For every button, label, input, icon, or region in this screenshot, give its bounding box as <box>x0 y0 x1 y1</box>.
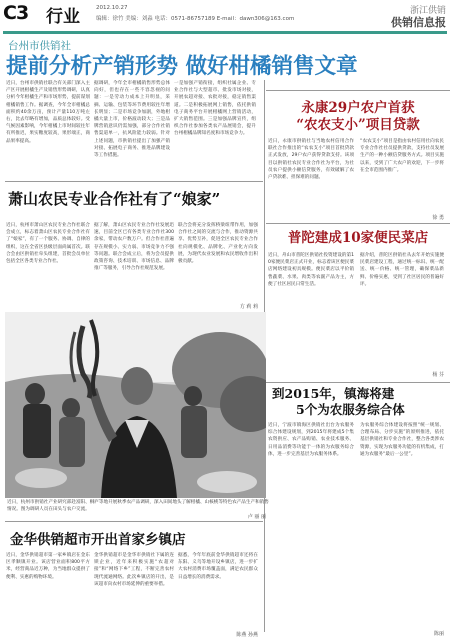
market-column-2: 金华供销超市是金华市供销社下属的连锁企业，近年来积极实施“农超对接”和“网络下乡”工程，不断完善农村现代流通网络。此次乡镇店的开出，是该超市向农村市场延伸的重要举措。 <box>94 553 174 587</box>
market-byline: 陈燕 孙燕 <box>236 632 258 638</box>
lead-divider <box>5 181 263 182</box>
lead-column-2: 据调研，今年全市柑橘销售形势总体向好，但也存在一些不容忽视的问题：一是劳动力成本上升明显，采摘、运输、包装等环节费用较往年增长明显；二是市场竞争加剧，外地柑橘大量上市，价格波动较大；三是品牌营销意识仍需加强，部分合作社销售渠道单一，抗风险能力较弱。针对上述问题，市供销社提出了加强产销对接、拓展电子商务、推进品牌建设等工作措施。 <box>94 81 170 159</box>
side-top-column-1: 近日，永康市供销社与当地农村信用合作联社合作推出的“农农支小”项目首批贷款正式发放，29户农户获得贷款支持。该项目以供销社农民专业合作社为平台，为社员农户提供小额信贷服务，有效破解了农户贷款难、担保难的问题。 <box>268 139 354 181</box>
market-column-1: 近日，金华供销超市第一家乡镇店在金东区孝顺镇开业。该店营业面积800平方米，经营商品近万种，为当地群众提供了便利、实惠的购物环境。 <box>6 553 90 580</box>
coop-column-2: 据了解，萧山区农民专业合作社发展迅速，目前全区已有各类专业合作社300余家，带动农户数万户。但合作社普遍存在规模小、实力弱、市场竞争力不强等问题。联合会成立后，将为会员提供政策咨询、技术培训、市场信息、品牌推广等服务，引导合作社规范发展。 <box>94 223 174 272</box>
coop-column-1: 近日，杭州市萧山区农民专业合作社联合会成立，标志着萧山区农民专业合作社有了“娘家”，有了一个服务、协调、自律的组织，这在全省区县级层面尚属首次。联合会由区供销社牵头组建，首批会员单位包括全区各类专业合作社。 <box>6 223 90 265</box>
lead-kicker: 台州市供销社 <box>8 40 71 52</box>
side-mid-column-2: 据介绍，普陀区供销社从去年开始实施便民菜店建设工程，通过统一标识、统一配送、统一价格、统一管理，确保菜品新鲜、价格实惠，受到了社区居民的普遍好评。 <box>360 253 444 287</box>
paper-name: 浙江供销 <box>409 6 446 16</box>
coop-byline: 方 莉 莉 <box>239 304 258 310</box>
market-rule <box>5 521 263 522</box>
market-title: 金华供销超市开出首家乡镇店 <box>10 532 186 548</box>
side-bottom-column-2: 为农服务综合体建设将按照“统一规划、合理布局、分步实施”的原则推进，依托基层供销社和专业合作社，整合各类涉农资源，实现为农服务功能的有机集成，打通为农服务“最后一公里”。 <box>360 423 444 457</box>
side-mid-byline: 杨 芬 <box>432 372 444 378</box>
side-top-title-1: 永康29户农户首获 <box>301 100 415 116</box>
masthead <box>0 0 450 34</box>
side-bottom-column-1: 近日，宁波市镇海区供销社出台为农服务综合体建设规划，到2015年将建成5个集农资供应、农产品购销、农业技术服务、日用品消费等功能于一体的为农服务综合体，进一步完善基层为农服务体系。 <box>268 423 354 457</box>
masthead-rule <box>3 31 447 34</box>
editor-line: 编辑：徐竹 美编：刘淼 电话：0571-86757189 E-mail：dawn306@163.com <box>96 16 295 22</box>
side-mid-title: 普陀建成10家便民菜店 <box>287 230 429 246</box>
paper-logo: 供销信息报 <box>391 16 446 29</box>
section-number: C3 <box>3 2 29 24</box>
photo-caption: 近日，杭州市供销社产业研究部赴富阳、桐庐等地开展秋季农产品调研，深入田间地头了解柑橘、山核桃等特色农产品生产和销售情况。图为调研人员在田头与农户交流。 <box>7 500 269 512</box>
market-column-3: 据悉，今年年底前金华供销超市还将在东阳、义乌等地开设乡镇店，进一步扩大农村消费市场覆盖面，满足农民群众日益增长的消费需求。 <box>178 553 258 580</box>
side-bottom-byline: 陈丽 <box>433 631 444 637</box>
issue-date: 2012.10.27 <box>96 5 128 11</box>
side-top-byline: 徐 勇 <box>432 215 444 221</box>
photo-scene <box>5 312 266 498</box>
channel-name: 行业 <box>46 7 80 27</box>
side-bottom-title-2: 5个为农服务综合体 <box>296 402 405 417</box>
photo-byline: 卢 丽 丽 <box>247 514 266 520</box>
side-top-title-2: “农农支小”项目贷款 <box>296 117 420 133</box>
side-mid-column-1: 近日，舟山市普陀区供销社投资建设的第10家便民菜店正式开业，标志着该区便民菜店网络建设初具规模。便民菜店以平价销售蔬菜、水果、肉类等农副产品为主，方便了社区居民日常生活。 <box>268 253 354 287</box>
side-mid-rule <box>266 223 450 224</box>
lead-title: 提前分析产销形势 做好柑橘销售文章 <box>6 54 358 79</box>
side-top-rule <box>266 90 450 91</box>
side-bottom-rule <box>266 382 450 383</box>
coop-title: 萧山农民专业合作社有了“娘家” <box>8 190 221 208</box>
side-top-column-2: “农农支小”项目是指由农村信用社向农民专业合作社社员提供贷款，支持社员发展生产的一种小额信贷服务方式。项目实施以来，受到了广大农户的欢迎，下一步将在全市范围内推广。 <box>360 139 444 173</box>
lead-column-3: 一是加强产销衔接，组织社属企业、专业合作社与大型超市、批发市场对接，开展农超对接、农批对接，稳定销售渠道。二是积极拓展网上销售，依托供销电子商务平台开展柑橘网上营销活动，扩大销售范围。三是加强品牌宣传，组织合作社参加各类农产品展销会，提升台州柑橘品牌知名度和市场竞争力。 <box>174 81 256 137</box>
side-bottom-title-1: 到2015年，镇海将建 <box>272 386 395 401</box>
news-photo <box>5 312 266 498</box>
lead-column-1: 近日，台州市供销社联合有关部门深入主产区开展柑橘生产及销售形势调研，认真分析今年柑橘生产和市场形势，提前谋划柑橘销售工作。据调查，今年全市柑橘总面积约40余万亩，预计产量110万吨左右，比去年略有增加，品质总体较好。受气候因素影响，今年柑橘上市时间较往年有所推迟，果实糖度较高，果形端正，商品果率提高。 <box>6 81 90 144</box>
coop-column-3: 联合会将充分发挥桥梁纽带作用，加强合作社之间的交流与合作，推动资源共享、优势互补，促进全区农民专业合作社向规模化、品牌化、产业化方向发展，为现代农业发展和农民增收作出积极贡献。 <box>178 223 258 265</box>
